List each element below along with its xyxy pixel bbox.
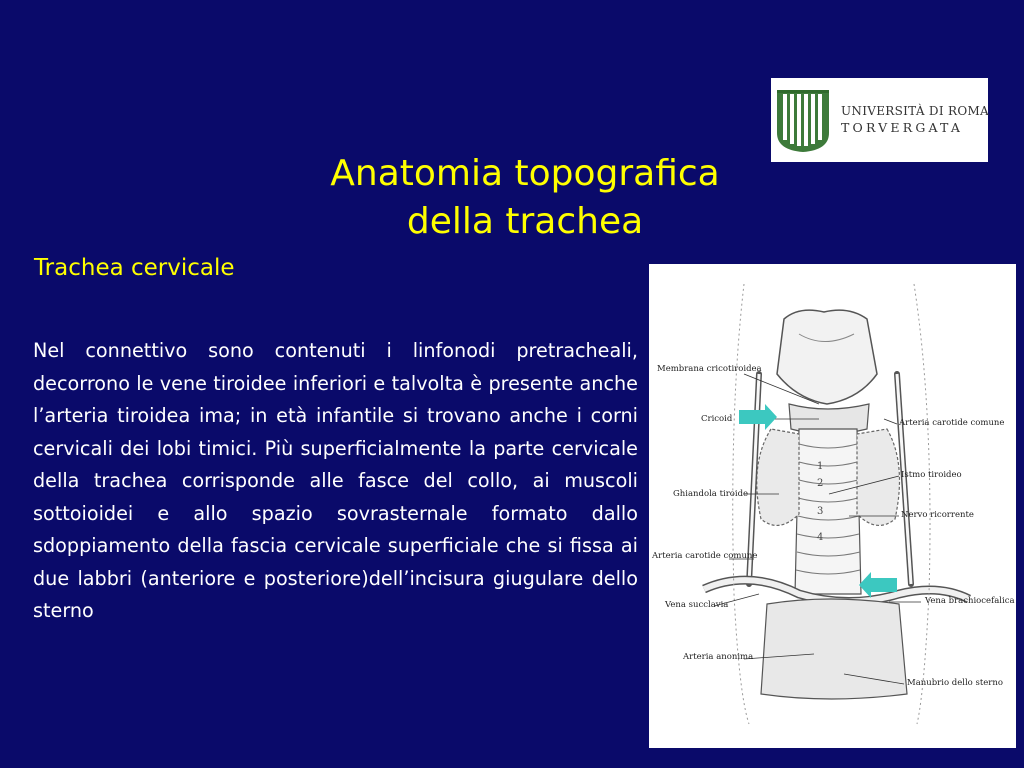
trachea-illustration [649, 264, 1016, 748]
anatomy-figure [649, 264, 1016, 748]
label-carotide-left: Arteria carotide comune [652, 551, 758, 561]
logo-text-line1: UNIVERSITÀ DI ROMA [841, 104, 990, 118]
label-carotide-right: Arteria carotide comune [899, 418, 1005, 428]
ring-number-2: 2 [817, 478, 824, 489]
label-istmo: Istmo tiroideo [901, 470, 962, 480]
title-line2: della trachea [406, 201, 644, 242]
label-brachio: Vena brachiocefalica [925, 596, 1015, 606]
section-subtitle: Trachea cervicale [34, 255, 235, 281]
ring-number-3: 3 [817, 506, 824, 517]
label-nervo: Nervo ricorrente [901, 510, 974, 520]
body-paragraph: Nel connettivo sono contenuti i linfonodi pretracheali, decorrono le vene tiroidee inferiori e talvolta è presente anche l’arteria tiroidea ima; in età infantile si trovano anche i corni cervicali dei lobi timici. Più superficialmente la parte cervicale della trachea corrisponde alle fasce del collo, ai muscoli sottoioidei e allo spazio sovrasternale formato dallo sdoppiamento della fascia cervicale superficiale che si fissa ai due labbri (anteriore e posteriore)dell’incisura giugulare dello sterno [33, 339, 638, 622]
label-cricoide: Cricoid [701, 414, 733, 424]
label-succlavia: Vena succlavia [665, 600, 729, 610]
page-title [200, 150, 850, 246]
label-membrana: Membrana cricotiroidea [657, 364, 762, 374]
label-manubrio: Manubrio dello sterno [907, 678, 1003, 688]
label-ghiandola: Ghiandola tiroide [673, 489, 749, 499]
ring-number-4: 4 [817, 532, 824, 543]
title-line1: Anatomia topografica [330, 153, 720, 194]
label-anonima: Arteria anonima [683, 652, 754, 662]
logo-text-line2: TORVERGATA [841, 120, 964, 135]
ring-number-1: 1 [817, 461, 824, 472]
